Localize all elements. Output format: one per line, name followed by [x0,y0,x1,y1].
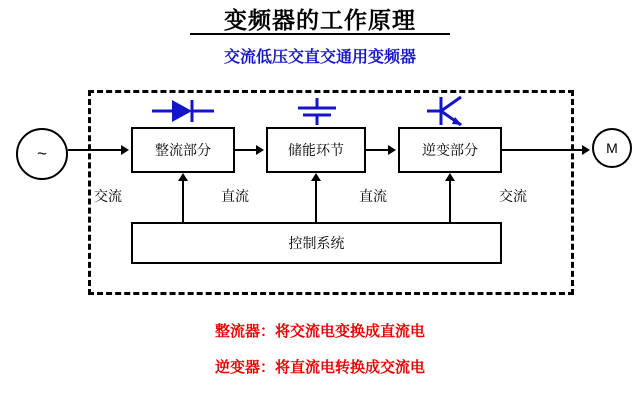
igbt-symbol [425,95,465,127]
wire-rectifier-to-storage [235,149,258,151]
wire-storage-to-inverter [366,149,390,151]
block-storage[interactable] [266,127,366,173]
block-rectifier[interactable] [131,127,235,173]
flow-label-ac-out: 交流 [499,188,527,204]
flow-label-ac-in: 交流 [94,188,122,204]
page-title: 变频器的工作原理 [224,7,416,33]
title-underline [190,33,450,35]
arrow-rectifier-to-storage [256,145,264,155]
block-storage-label: 储能环节 [288,142,344,158]
arrow-source-to-rectifier [121,145,129,155]
wire-control-to-inverter [449,181,451,222]
arrow-control-to-rectifier [178,173,188,181]
page-subtitle: 交流低压交直交通用变频器 [223,49,416,66]
block-rectifier-label: 整流部分 [155,142,211,158]
arrow-control-to-storage [311,173,321,181]
wire-control-to-rectifier [182,181,184,222]
wire-control-to-storage [315,181,317,222]
block-inverter[interactable] [398,127,502,173]
ac-source-label: ~ [37,144,47,163]
note-inverter: 逆变器：将直流电转换成交流电 [214,359,425,376]
arrow-inverter-to-motor [582,145,590,155]
arrow-control-to-inverter [445,173,455,181]
wire-source-to-rectifier [68,149,123,151]
block-control-system-label: 控制系统 [288,235,345,251]
wire-inverter-to-motor [502,149,584,151]
capacitor-symbol [296,98,338,126]
motor-label: M [606,140,618,156]
arrow-storage-to-inverter [388,145,396,155]
block-control-system[interactable] [131,222,502,264]
block-inverter-label: 逆变部分 [422,142,478,158]
flow-label-dc-2: 直流 [359,188,387,204]
flow-label-dc-1: 直流 [221,188,249,204]
diode-symbol [152,97,214,125]
note-rectifier: 整流器：将交流电变换成直流电 [214,323,425,340]
